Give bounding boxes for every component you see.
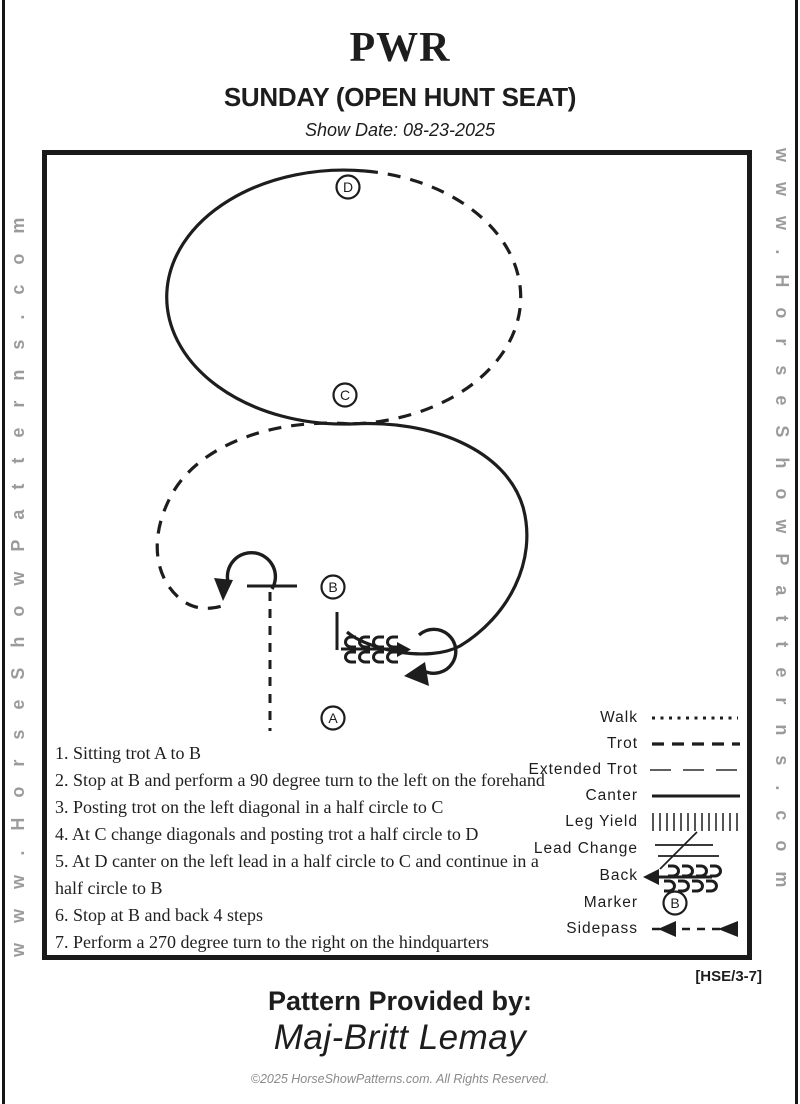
legend-label-back: Back <box>599 867 638 884</box>
instruction-2: 2. Stop at B and perform a 90 degree turn to the left on the forehand <box>55 770 545 790</box>
canter-arc-bottom-circle <box>347 423 527 653</box>
marker-c-label: C <box>339 387 351 403</box>
legend-marker-letter: B <box>670 895 680 911</box>
legend-label-sidepass: Sidepass <box>566 920 638 937</box>
instruction-5: 5. At D canter on the left lead in a half circle to C and continue in a half circle to B <box>55 851 539 898</box>
instruction-1: 1. Sitting trot A to B <box>55 743 202 763</box>
copyright-notice: ©2025 HorseShowPatterns.com. All Rights Reserved. <box>250 1072 550 1086</box>
legend-label-walk: Walk <box>600 709 638 726</box>
marker-b-label: B <box>328 579 338 595</box>
instruction-7: 7. Perform a 270 degree turn to the right on the hindquarters <box>55 932 489 952</box>
watermark-left: www.HorseShowPatterns.com <box>8 197 28 957</box>
marker-d-label: D <box>342 179 354 195</box>
legend-label-canter: Canter <box>585 787 638 804</box>
legend-label-lead-change: Lead Change <box>533 840 638 857</box>
instruction-6: 6. Stop at B and back 4 steps <box>55 905 263 925</box>
legend-label-trot: Trot <box>607 735 638 752</box>
provided-by-label: Pattern Provided by: <box>267 986 533 1016</box>
legend-lead-change-symbol <box>655 832 719 869</box>
legend-sidepass-symbol <box>652 921 740 937</box>
legend-marker-symbol <box>664 892 687 915</box>
sheet-code: [HSE/3-7] <box>695 968 762 985</box>
legend-label-leg-yield: Leg Yield <box>565 813 638 830</box>
class-subtitle: SUNDAY (OPEN HUNT SEAT) <box>223 82 577 112</box>
instruction-4: 4. At C change diagonals and posting trot a half circle to D <box>55 824 479 844</box>
watermark-right: www.HorseShowPatterns.com <box>772 148 792 908</box>
legend-label-extended-trot: Extended Trot <box>528 761 638 778</box>
trot-arc-bottom-circle <box>157 423 350 608</box>
page-title: PWR <box>349 25 451 71</box>
legend-leg-yield-ticks <box>653 813 737 831</box>
show-date: Show Date: 08-23-2025 <box>304 120 496 140</box>
trot-arc-top-circle <box>350 171 521 424</box>
turn-90-left-arrow <box>214 553 275 601</box>
provider-name: Maj-Britt Lemay <box>273 1018 527 1057</box>
canter-arc-top-circle <box>167 170 365 424</box>
legend-label-marker: Marker <box>583 894 638 911</box>
instruction-3: 3. Posting trot on the left diagonal in a half circle to C <box>55 797 444 817</box>
marker-a-label: A <box>328 710 338 726</box>
back-symbol <box>341 637 411 662</box>
legend-back-symbol <box>643 866 721 891</box>
turn-270-right-arrow <box>404 629 456 686</box>
